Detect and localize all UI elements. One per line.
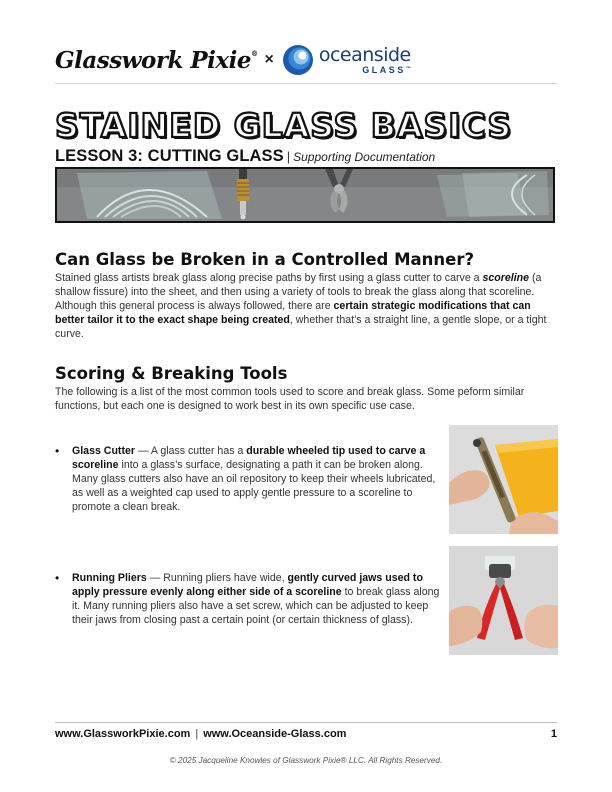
footer-separator: | xyxy=(195,728,199,740)
header-divider xyxy=(55,83,557,84)
header xyxy=(55,38,559,82)
banner-illustration xyxy=(57,169,553,221)
lesson-title: LESSON 3: CUTTING GLASS xyxy=(55,147,284,165)
section-heading-tools: Scoring & Breaking Tools xyxy=(55,364,288,383)
footer-divider xyxy=(55,722,557,723)
section-heading-controlled-breaking: Can Glass be Broken in a Controlled Manner? xyxy=(55,250,475,269)
footer-links xyxy=(55,728,346,740)
lesson-line xyxy=(55,147,435,166)
lesson-subtitle: Supporting Documentation xyxy=(293,150,436,164)
oceanside-link[interactable]: www.Oceanside-Glass.com xyxy=(203,728,347,740)
page-title: STAINED GLASS BASICS xyxy=(55,106,513,145)
list-item-glass-cutter: • Glass Cutter — A glass cutter has a durable wheeled tip used to carve a scoreline into a glass’s surface, designating a path it can be broken along. Many glass cutters also have an oil repository to keep their wheels lubricated, as well as a weighted cap used to apply gentle pressure to a scoreline to promote a clean break. xyxy=(55,444,436,513)
lesson-separator: | xyxy=(286,149,291,164)
glass-cutter-illustration xyxy=(449,425,558,534)
tools-banner-image xyxy=(55,167,555,223)
glass-cutter-photo xyxy=(449,425,558,534)
page-number: 1 xyxy=(550,728,557,740)
oceanside-wave-icon xyxy=(282,44,314,76)
times-sign: × xyxy=(264,51,274,68)
bullet: • xyxy=(55,444,60,458)
copyright-notice: © 2025 Jacqueline Knowles of Glasswork Pixie® LLC. All Rights Reserved. xyxy=(169,756,443,765)
running-pliers-illustration xyxy=(449,546,558,655)
section-body-controlled-breaking: Stained glass artists break glass along precise paths by first using a glass cutter to carve a scoreline (a shallow fissure) into the sheet, and then using a variety of tools to break the glass along that scoreline. Although this general process is always followed, there are certain strategic modifications that can better tailor it to the exact shape being created, whether that’s a straight line, a gentle slope, or a tight curve. xyxy=(55,272,547,340)
bullet: • xyxy=(55,571,60,585)
running-pliers-photo xyxy=(449,546,558,655)
glassworkpixie-link[interactable]: www.GlassworkPixie.com xyxy=(55,728,191,740)
oceanside-logo: oceanside GLASS™ xyxy=(318,43,411,75)
glasswork-pixie-logo: Glasswork Pixie® xyxy=(55,46,258,74)
section-body-tools-intro: The following is a list of the most common tools used to score and break glass. Some peform similar functions, but each one is designed to work best in its own specific use case. xyxy=(55,386,525,412)
list-item-running-pliers: • Running Pliers — Running pliers have wide, gently curved jaws used to apply pressure evenly along either side of a scoreline to break glass along it. Many running pliers also have a set screw, which can be adjusted to keep their jaws from closing past a certain point (or certain thickness of glass). xyxy=(55,571,440,626)
